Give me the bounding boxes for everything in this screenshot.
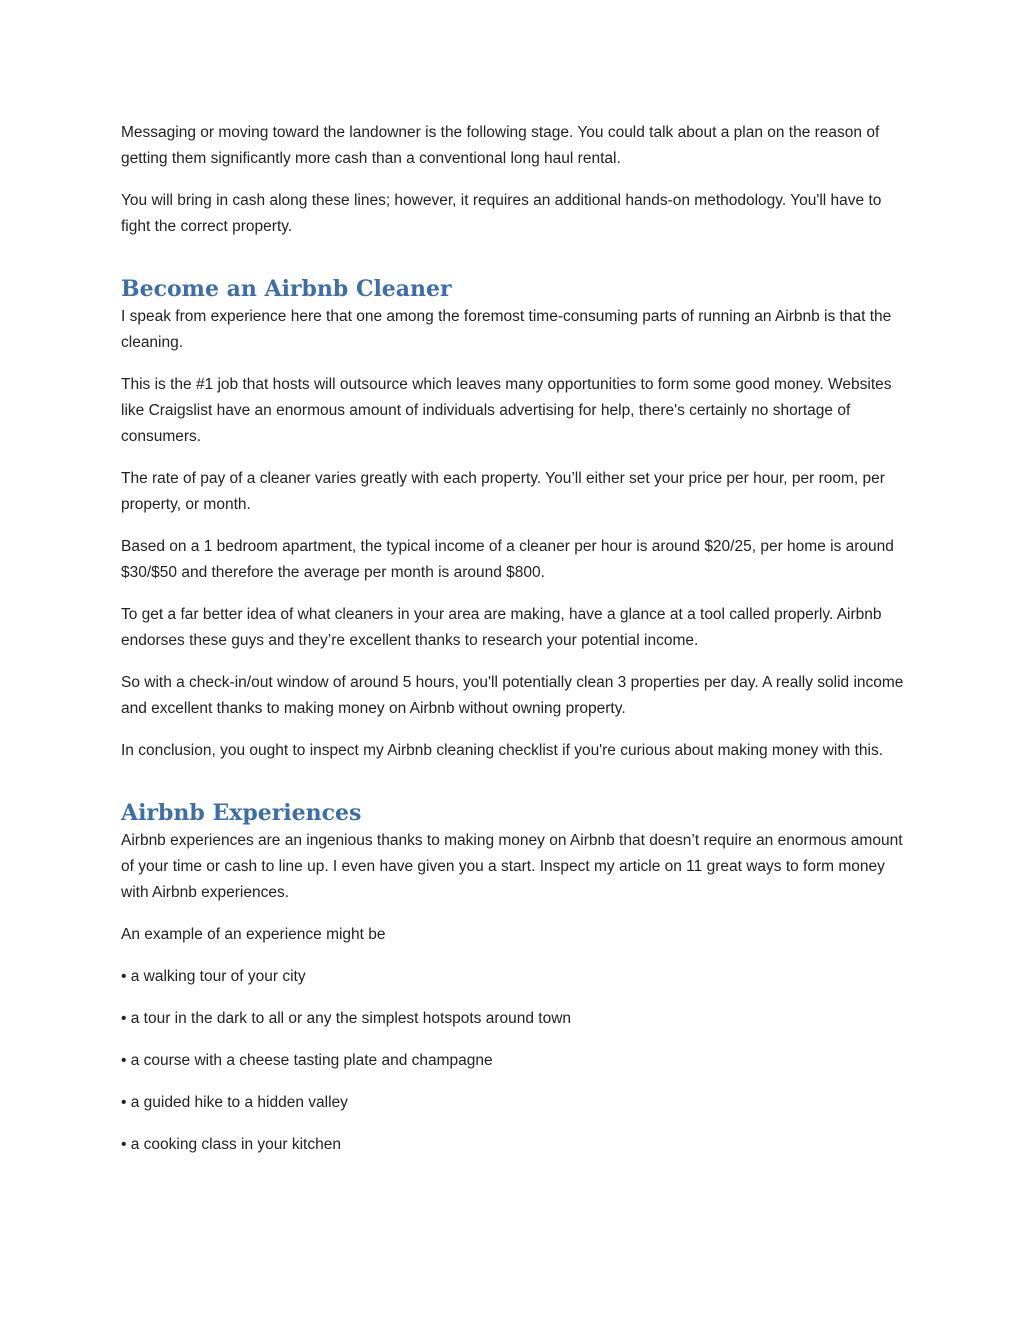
- section-heading-cleaner: Become an Airbnb Cleaner: [121, 276, 452, 302]
- experiences-paragraph: Airbnb experiences are an ingenious thanks to making money on Airbnb that doesn’t require an enormous amount of your time or cash to line up. I even have given you a start. Inspect my article on 11 great ways to form money with Airbnb experiences.: [121, 832, 903, 901]
- cleaner-paragraph: The rate of pay of a cleaner varies greatly with each property. You’ll either set your price per hour, per room, per property, or month.: [121, 470, 885, 513]
- cleaner-paragraph: In conclusion, you ought to inspect my Airbnb cleaning checklist if you're curious about making money with this.: [121, 742, 883, 759]
- list-item: • a course with a cheese tasting plate and champagne: [121, 1052, 493, 1069]
- experiences-paragraph: An example of an experience might be: [121, 926, 386, 943]
- list-item: • a guided hike to a hidden valley: [121, 1094, 348, 1111]
- document-page: [121, 120, 911, 1174]
- cleaner-paragraph: I speak from experience here that one among the foremost time-consuming parts of running an Airbnb is that the cleaning.: [121, 308, 892, 351]
- cleaner-paragraph: So with a check-in/out window of around 5 hours, you'll potentially clean 3 properties per day. A really solid income and excellent thanks to making money on Airbnb without owning property.: [121, 674, 904, 717]
- section-heading-experiences: Airbnb Experiences: [121, 800, 362, 826]
- list-item: • a cooking class in your kitchen: [121, 1136, 341, 1153]
- list-item: • a walking tour of your city: [121, 968, 306, 985]
- cleaner-paragraph: Based on a 1 bedroom apartment, the typical income of a cleaner per hour is around $20/25, per home is around $30/$50 and therefore the average per month is around $800.: [121, 538, 894, 581]
- cleaner-paragraph: To get a far better idea of what cleaners in your area are making, have a glance at a tool called properly. Airbnb endorses these guys and they’re excellent thanks to research your potential income.: [121, 606, 882, 649]
- intro-paragraph-1: Messaging or moving toward the landowner is the following stage. You could talk about a plan on the reason of getting them significantly more cash than a conventional long haul rental.: [121, 124, 880, 167]
- intro-paragraph-2: You will bring in cash along these lines; however, it requires an additional hands-on methodology. You'll have to fight the correct property.: [121, 192, 882, 235]
- list-item: • a tour in the dark to all or any the simplest hotspots around town: [121, 1010, 572, 1027]
- cleaner-paragraph: This is the #1 job that hosts will outsource which leaves many opportunities to form some good money. Websites like Craigslist have an enormous amount of individuals advertising for help, there's certainly no shortage of consumers.: [121, 376, 892, 445]
